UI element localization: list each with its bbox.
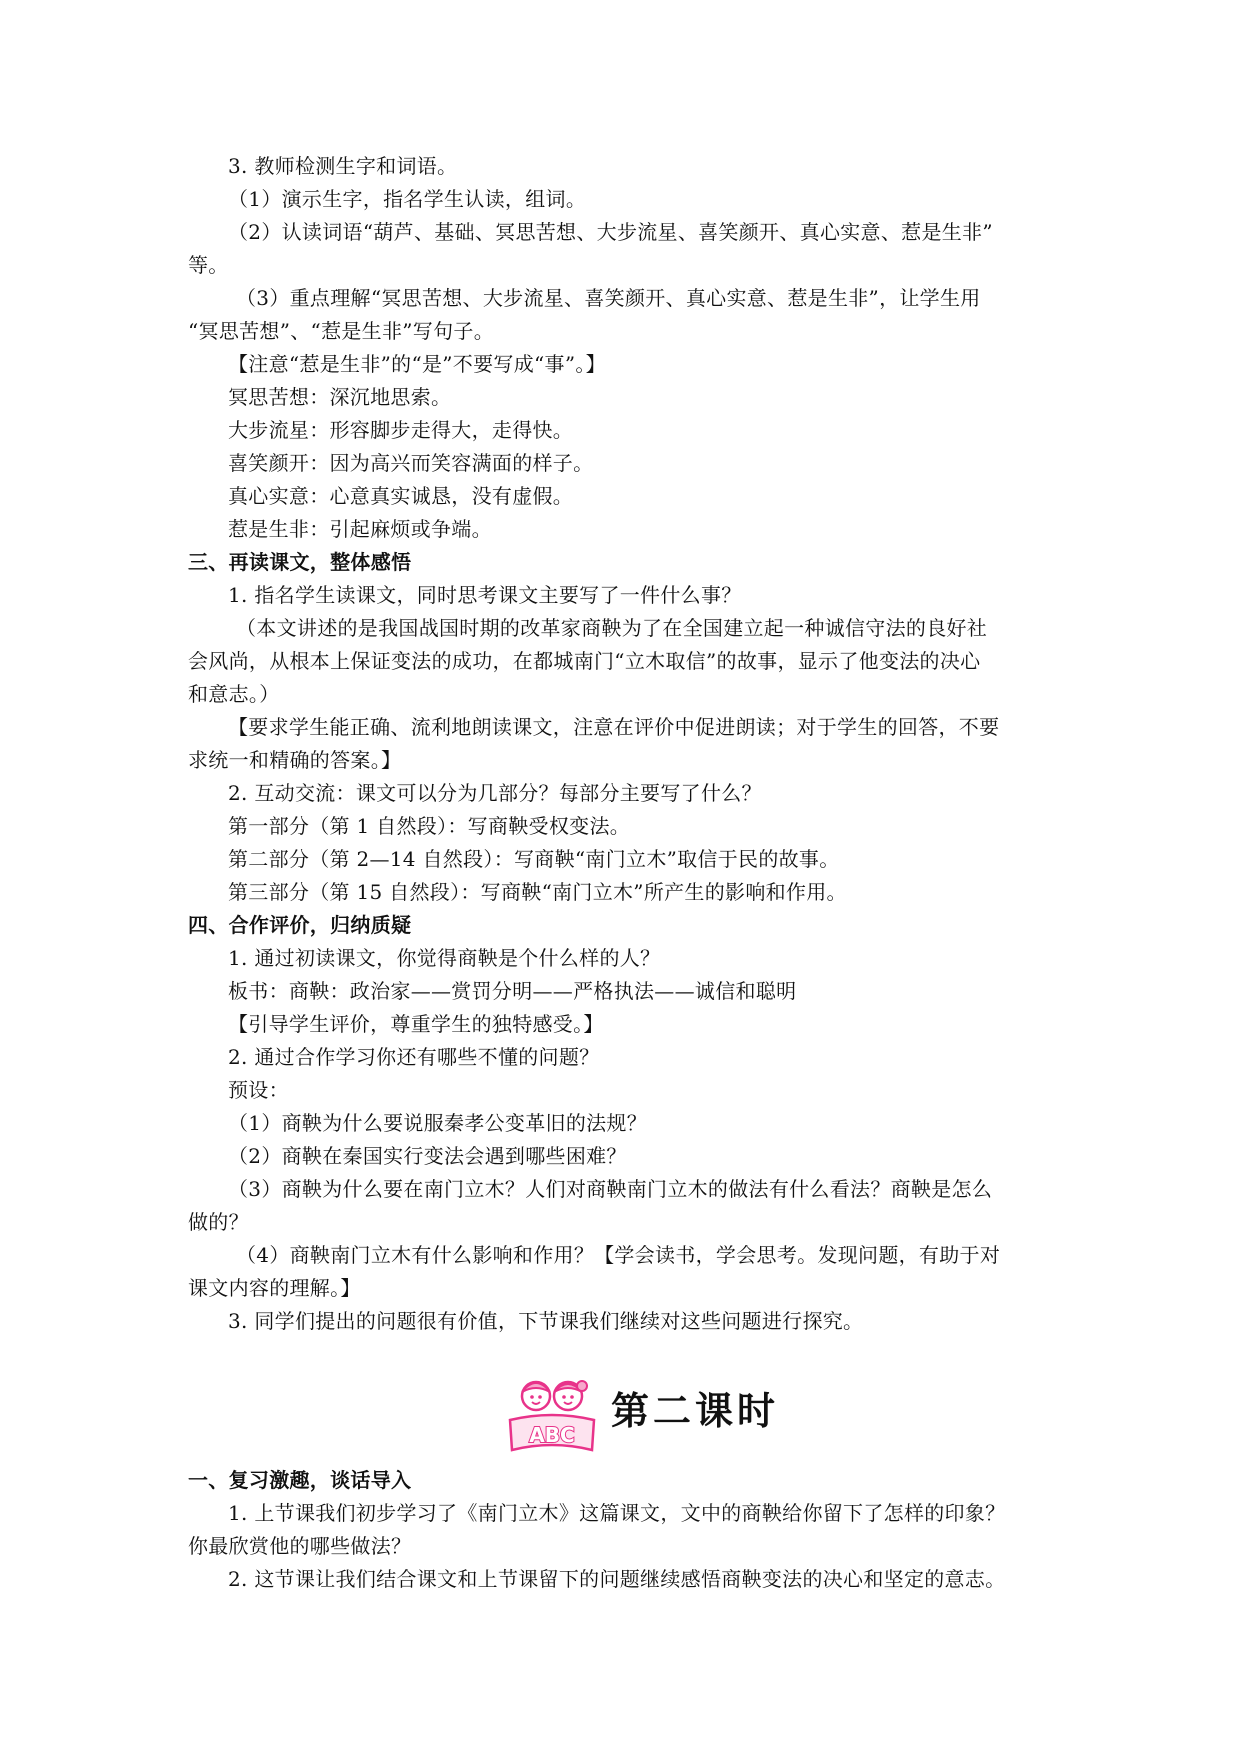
definition-line: 喜笑颜开：因为高兴而笑容满面的样子。 — [228, 451, 594, 475]
text-line: 1. 通过初读课文，你觉得商鞅是个什么样的人？ — [228, 946, 661, 970]
text-line: （4）商鞅南门立木有什么影响和作用？【学会读书，学会思考。发现问题，有助于对 — [236, 1243, 1001, 1267]
text-line: （本文讲述的是我国战国时期的改革家商鞅为了在全国建立起一种诚信守法的良好社 — [236, 616, 988, 640]
logo-text: ABC — [529, 1423, 575, 1447]
definition-line: 惹是生非：引起麻烦或争端。 — [228, 517, 492, 541]
section-heading: 四、合作评价，归纳质疑 — [188, 913, 412, 937]
section-heading: 一、复习激趣，谈话导入 — [188, 1468, 412, 1492]
children-abc-logo-icon — [506, 1370, 598, 1456]
text-line: 预设： — [228, 1078, 289, 1102]
definition-line: 真心实意：心意真实诚恳，没有虚假。 — [228, 484, 574, 508]
note-line: 【要求学生能正确、流利地朗读课文，注意在评价中促进朗读；对于学生的回答，不要 — [228, 715, 1000, 739]
text-line: 第二部分（第 2—14 自然段）：写商鞅“南门立木”取信于民的故事。 — [228, 847, 840, 871]
section-heading: 三、再读课文，整体感悟 — [188, 550, 412, 574]
text-line: 会风尚，从根本上保证变法的成功，在都城南门“立木取信”的故事，显示了他变法的决心 — [188, 649, 981, 673]
text-line: （2）认读词语“葫芦、基础、冥思苦想、大步流星、喜笑颜开、真心实意、惹是生非” — [228, 220, 993, 244]
text-line: 和意志。） — [188, 682, 280, 706]
text-line: 课文内容的理解。】 — [188, 1276, 361, 1300]
text-line: 2. 通过合作学习你还有哪些不懂的问题？ — [228, 1045, 600, 1069]
document-body — [188, 150, 1058, 1596]
text-line: （1）演示生字，指名学生认读，组词。 — [228, 187, 587, 211]
text-line: 3. 教师检测生字和词语。 — [228, 154, 458, 178]
board-writing-line: 板书：商鞅：政治家——赏罚分明——严格执法——诚信和聪明 — [228, 979, 797, 1003]
note-line: 【引导学生评价，尊重学生的独特感受。】 — [228, 1012, 604, 1036]
note-line: 【注意“惹是生非”的“是”不要写成“事”。】 — [228, 352, 606, 376]
text-line: （3）重点理解“冥思苦想、大步流星、喜笑颜开、真心实意、惹是生非”，让学生用 — [236, 286, 981, 310]
text-line: 2. 这节课让我们结合课文和上节课留下的问题继续感悟商鞅变法的决心和坚定的意志。 — [228, 1567, 1006, 1591]
text-line: 第三部分（第 15 自然段）：写商鞅“南门立木”所产生的影响和作用。 — [228, 880, 847, 904]
definition-line: 大步流星：形容脚步走得大，走得快。 — [228, 418, 574, 442]
text-line: 等。 — [188, 253, 229, 277]
text-line: （2）商鞅在秦国实行变法会遇到哪些困难？ — [228, 1144, 627, 1168]
text-line: 1. 指名学生读课文，同时思考课文主要写了一件什么事？ — [228, 583, 742, 607]
text-line: 第一部分（第 1 自然段）：写商鞅受权变法。 — [228, 814, 631, 838]
text-line: 你最欣赏他的哪些做法？ — [188, 1534, 412, 1558]
lesson-title-row — [188, 1364, 1058, 1464]
text-line: （1）商鞅为什么要说服秦孝公变革旧的法规？ — [228, 1111, 648, 1135]
text-line: 3. 同学们提出的问题很有价值，下节课我们继续对这些问题进行探究。 — [228, 1309, 864, 1333]
text-line: （3）商鞅为什么要在南门立木？人们对商鞅南门立木的做法有什么看法？商鞅是怎么 — [228, 1177, 993, 1201]
text-line: 2. 互动交流：课文可以分为几部分？每部分主要写了什么？ — [228, 781, 762, 805]
text-line: 做的？ — [188, 1210, 249, 1234]
lesson-title: 第二课时 — [611, 1389, 780, 1433]
text-line: 1. 上节课我们初步学习了《南门立木》这篇课文，文中的商鞅给你留下了怎样的印象？ — [228, 1501, 1006, 1525]
note-line: 求统一和精确的答案。】 — [188, 748, 402, 772]
text-line: “冥思苦想”、“惹是生非”写句子。 — [188, 319, 494, 343]
definition-line: 冥思苦想：深沉地思索。 — [228, 385, 452, 409]
